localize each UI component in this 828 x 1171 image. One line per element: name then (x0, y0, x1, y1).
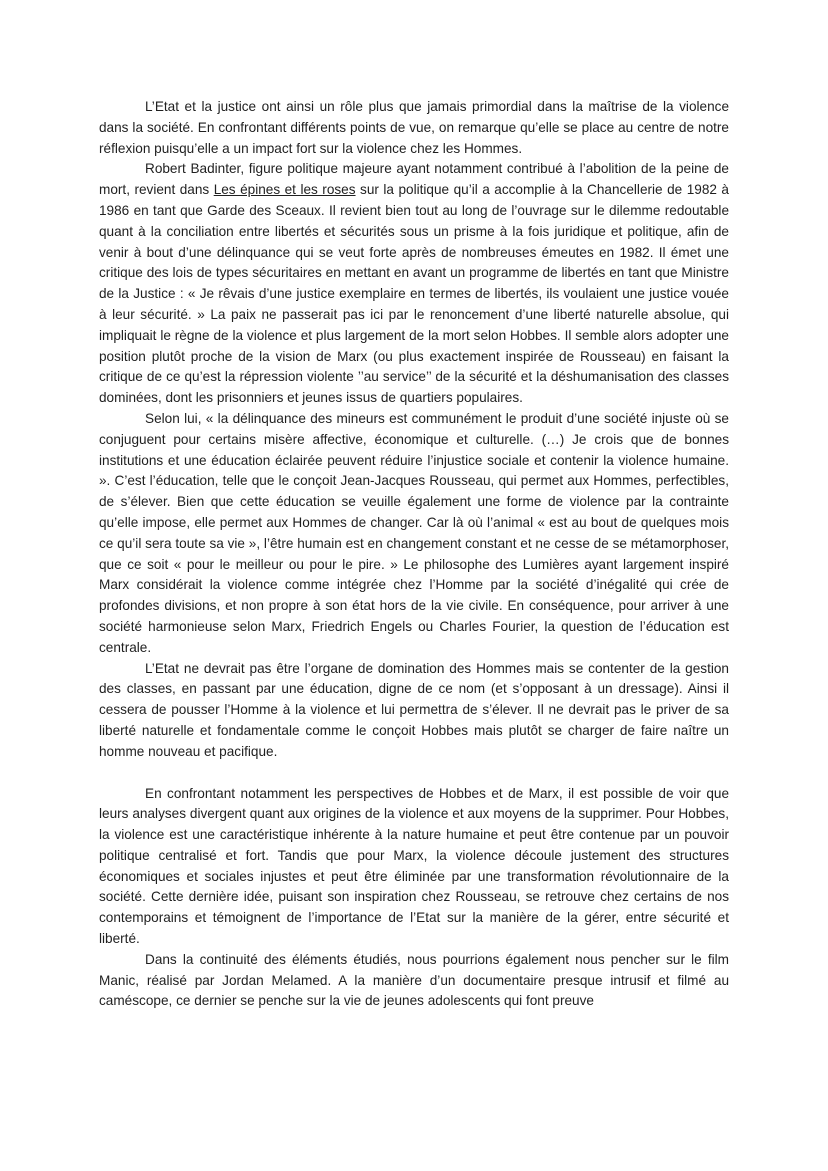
document-page (99, 97, 729, 1012)
paragraph-2 (99, 159, 729, 409)
paragraph-6: Dans la continuité des éléments étudiés, nous pourrions également nous pencher sur le film Manic, réalisé par Jordan Melamed. A la manière d’un documentaire presque intrusif et filmé au caméscope, ce dernier se penche sur la vie de jeunes adolescents qui font preuve (99, 951, 729, 1009)
paragraph-3: Selon lui, « la délinquance des mineurs est communément le produit d’une société injuste où se conjuguent pour certains misère affective, économique et culturelle. (…) Je crois que de bonnes institutions et une éducation éclairée peuvent réduire l’injustice sociale et contenir la violence humaine. ». C’est l’éducation, telle que le conçoit Jean-Jacques Rousseau, qui permet aux Hommes, perfectibles, de s’élever. Bien que cette éducation se veuille également une forme de violence par la contrainte qu’elle impose, elle permet aux Hommes de changer. Car là où l’animal « est au bout de quelques mois ce qu’il sera toute sa vie », l’être humain est en changement constant et ne cesse de se métamorphoser, que ce soit « pour le meilleur ou pour le pire. » Le philosophe des Lumières ayant largement inspiré Marx considérait la violence comme intégrée chez l’Homme par la société d’inégalité qui crée de profondes divisions, et non propre à son état hors de la vie civile. En conséquence, pour arriver à une société harmonieuse selon Marx, Friedrich Engels ou Charles Fourier, la question de l’éducation est centrale. (99, 410, 729, 655)
paragraph-4: L’Etat ne devrait pas être l’organe de domination des Hommes mais se contenter de la gestion des classes, en passant par une éducation, digne de ce nom (et s’opposant à un dressage). Ainsi il cessera de pousser l’Homme à la violence et lui permettra de s’élever. Il ne devrait pas le priver de sa liberté naturelle et fondamentale comme le conçoit Hobbes mais plutôt se charger de faire naître un homme nouveau et pacifique. (99, 660, 729, 759)
paragraph-5: En confrontant notamment les perspectives de Hobbes et de Marx, il est possible de voir que leurs analyses divergent quant aux origines de la violence et aux moyens de la supprimer. Pour Hobbes, la violence est une caractéristique inhérente à la nature humaine et peut être contenue par un pouvoir politique centralisé et fort. Tandis que pour Marx, la violence découle justement des structures économiques et sociales injustes et peut être éliminée par une transformation révolutionnaire de la société. Cette dernière idée, puisant son inspiration chez Rousseau, se retrouve chez certains de nos contemporains et témoignent de l’importance de l’Etat sur la manière de la gérer, entre sécurité et liberté. (99, 785, 729, 947)
paragraph-1: L’Etat et la justice ont ainsi un rôle plus que jamais primordial dans la maîtrise de la violence dans la société. En confrontant différents points de vue, on remarque qu’elle se place au centre de notre réflexion puisqu’elle a un impact fort sur la violence chez les Hommes. (99, 99, 729, 156)
book-title: Les épines et les roses (213, 182, 356, 198)
paragraph-2-text-b: sur la politique qu’il a accomplie à la Chancellerie de 1982 à 1986 en tant que Garde des Sceaux. Il revient bien tout au long de l’ouvrage sur le dilemme redoutable quant à la conciliation entre libertés et sécurités sous un prisme à la fois juridique et politique, afin de venir à bout d’une délinquance qui se veut forte après de nombreuses émeutes en 1982. Il émet une critique des lois de types sécuritaires en mettant en avant un programme de libertés en tant que Ministre de la Justice : « Je rêvais d’une justice exemplaire en termes de libertés, ils voulaient une justice vouée à leur sécurité. » La paix ne passerait pas ici par le renoncement d’une liberté naturelle absolue, qui impliquait le règne de la violence et plus largement de la mort selon Hobbes. Il semble alors adopter une position plutôt proche de la vision de Marx (ou plus exactement inspirée de Rousseau) en faisant la critique de ce qu’est la répression violente ’’au service’’ de la sécurité et la déshumanisation des classes dominées, dont les prisonniers et jeunes issus de quartiers populaires. (99, 182, 729, 406)
paragraph-2-text-a: Robert Badinter, figure politique majeure ayant notamment contribué à l’abolition de la peine de mort, revient dans (99, 161, 729, 198)
